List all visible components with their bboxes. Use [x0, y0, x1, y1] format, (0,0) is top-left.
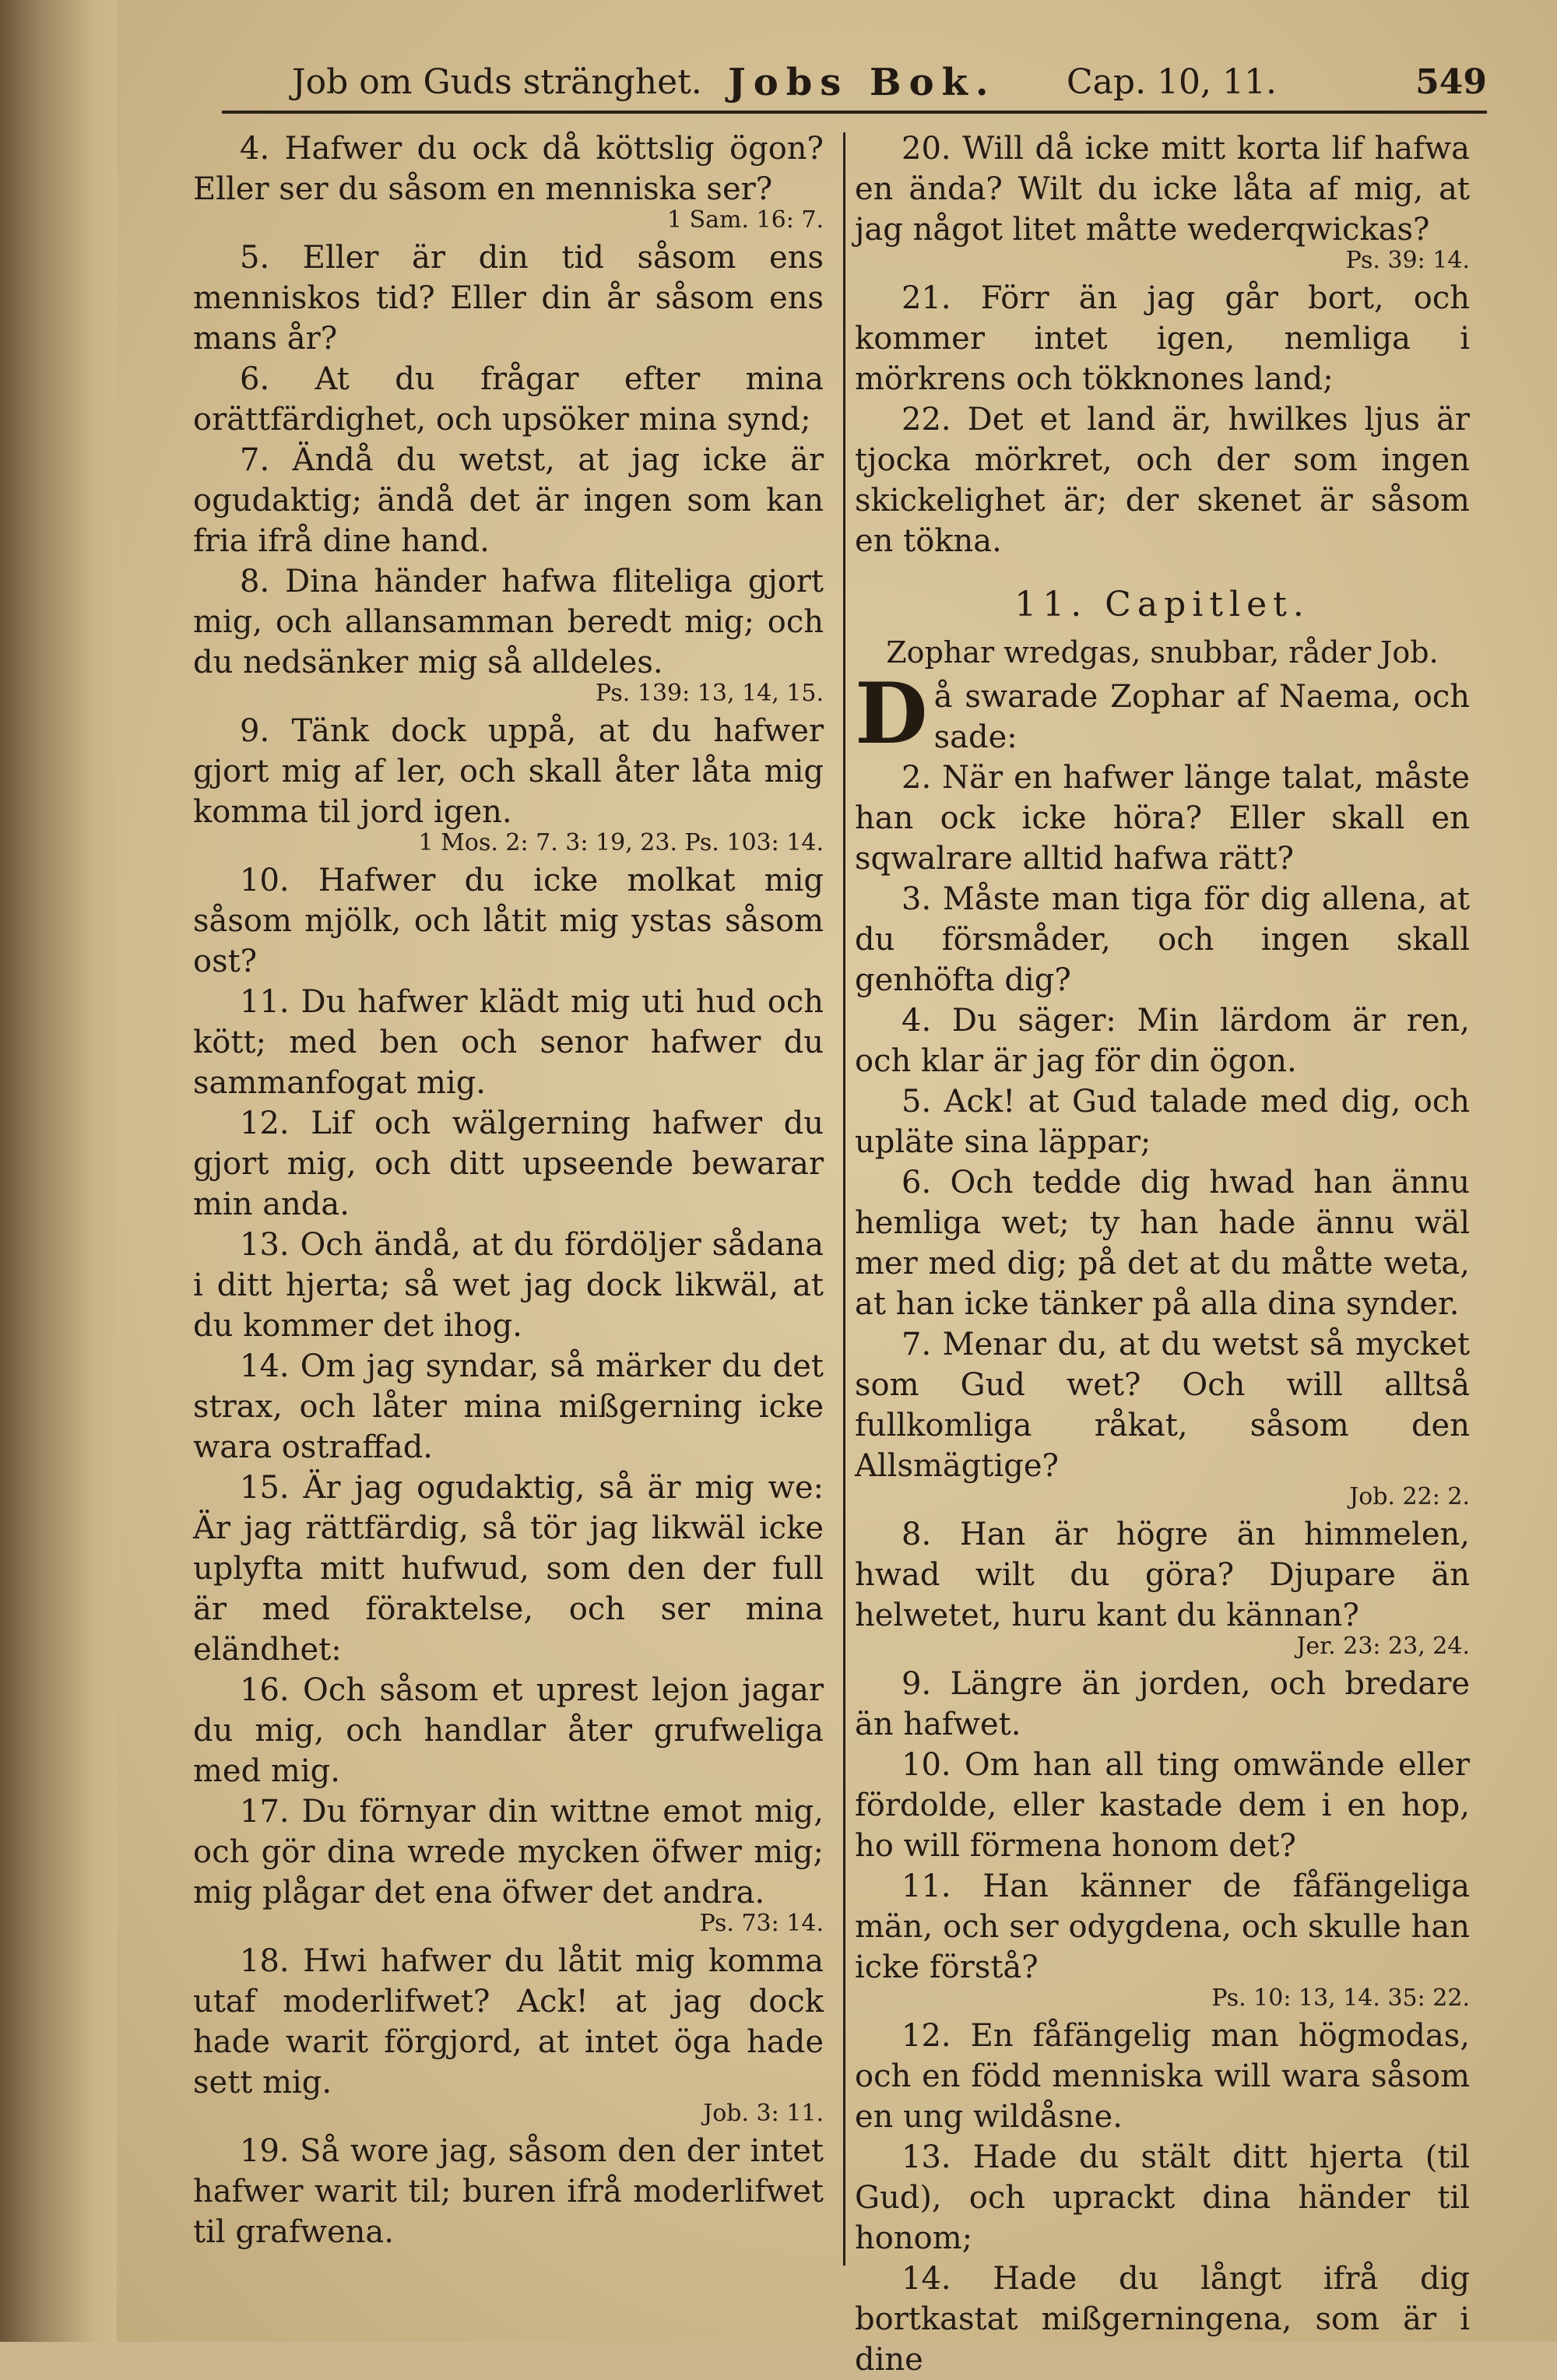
- verse-text: 18. Hwi hafwer du låtit mig komma utaf moderlifwet? Ack! at jag dock hade warit förgjord, at intet öga hade sett mig.: [193, 1943, 824, 2101]
- verse: [193, 561, 824, 709]
- opening-text: å swarade Zophar af Naema, och sade:: [933, 679, 1470, 755]
- cross-reference: Jer. 23: 23, 24.: [1296, 1633, 1470, 1660]
- header-rule: [222, 111, 1487, 114]
- verse: [193, 1791, 824, 1939]
- chapter-11-verses: [855, 758, 1470, 2380]
- verse-text: 22. Det et land är, hwilkes ljus är tjocka mörkret, och der som ingen skickelighet är; der skenet är såsom en tökna.: [855, 402, 1470, 559]
- verse-text: 2. När en hafwer länge talat, måste han ock icke höra? Eller skall en sqwalrare alltid hafwa rätt?: [855, 760, 1470, 877]
- verse: [855, 1745, 1470, 1866]
- cross-reference: Ps. 10: 13, 14. 35: 22.: [1211, 1985, 1470, 2012]
- verse: [855, 758, 1470, 879]
- verse-text: 4. Hafwer du ock då köttslig ögon? Eller ser du såsom en menniska ser?: [193, 131, 824, 207]
- verse-text: 14. Hade du långt ifrå dig bortkastat mißgerningena, som är i dine: [855, 2261, 1470, 2378]
- verse-text: 11. Han känner de fåfängeliga män, och ser odygdena, och skulle han icke förstå?: [855, 1868, 1470, 1985]
- verse-text: 8. Han är högre än himmelen, hwad wilt du göra? Djupare än helwetet, huru kant du kännan?: [855, 1517, 1470, 1633]
- cross-reference: Ps. 39: 14.: [1345, 247, 1470, 274]
- verse: [193, 711, 824, 859]
- verse: [193, 1225, 824, 1346]
- verse-text: 9. Längre än jorden, och bredare än hafwet.: [855, 1666, 1470, 1742]
- verse-text: 12. En fåfängelig man högmodas, och en född menniska will wara såsom en ung wildåsne.: [855, 2018, 1470, 2135]
- verse: [855, 2259, 1470, 2380]
- verse-text: 21. Förr än jag går bort, och kommer intet igen, nemliga i mörkrens och tökknones land;: [855, 280, 1470, 397]
- verse: [855, 1000, 1470, 1081]
- chapter-summary: Zophar wredgas, snubbar, råder Job.: [886, 635, 1439, 670]
- verse-text: 8. Dina händer hafwa fliteliga gjort mig, och allansamman beredt mig; och du nedsänker mig så alldeles.: [193, 564, 824, 680]
- drop-cap: D: [855, 665, 928, 763]
- verse: [193, 128, 824, 236]
- cross-reference: Job. 22: 2.: [1349, 1483, 1470, 1510]
- verse: [855, 2016, 1470, 2137]
- verse: [855, 1162, 1470, 1324]
- verse-text: 13. Hade du stält ditt hjerta (til Gud), och uprackt dina händer til honom;: [855, 2139, 1470, 2256]
- verse-text: 9. Tänk dock uppå, at du hafwer gjort mig af ler, och skall åter låta mig komma til jord igen.: [193, 713, 824, 830]
- verse-text: 6. At du frågar efter mina orättfärdighet, och upsöker mina synd;: [193, 361, 824, 438]
- verse-text: 17. Du förnyar din wittne emot mig, och gör dina wrede mycken öfwer mig; mig plågar det ena öfwer det andra.: [193, 1794, 824, 1911]
- verse: [193, 1103, 824, 1225]
- verse-text: 6. Och tedde dig hwad han ännu hemliga wet; ty han hade ännu wäl mer med dig; på det at du måtte weta, at han icke tänker på alla dina synder.: [855, 1165, 1470, 1322]
- header-topic: Job om Guds stränghet.: [292, 62, 702, 102]
- verse: [193, 860, 824, 982]
- verse-text: 13. Och ändå, at du fördöljer sådana i ditt hjerta; så wet jag dock likwäl, at du kommer det ihog.: [193, 1227, 824, 1344]
- chapter-opening: [855, 665, 1470, 763]
- verse: [855, 1081, 1470, 1162]
- header-chapter: Cap. 10, 11.: [1067, 62, 1277, 102]
- verse: [855, 128, 1470, 276]
- page-number: 549: [1415, 62, 1487, 102]
- verse-text: 5. Eller är din tid såsom ens menniskos tid? Eller din år såsom ens mans år?: [193, 240, 824, 357]
- cross-reference: Ps. 139: 13, 14, 15.: [596, 680, 824, 707]
- chapter-title: 11. Capitlet.: [1014, 585, 1310, 624]
- cross-reference: Job. 3: 11.: [703, 2100, 824, 2127]
- cross-reference: 1 Sam. 16: 7.: [666, 206, 824, 234]
- verse: [193, 2131, 824, 2252]
- column-divider: [843, 132, 845, 2266]
- verse: [855, 1664, 1470, 1745]
- verse-text: 15. Är jag ogudaktig, så är mig we: Är jag rättfärdig, så tör jag likwäl icke uplyfta mitt hufwud, som den der full är med föraktelse, och ser mina eländhet:: [193, 1470, 824, 1668]
- verse-text: 11. Du hafwer klädt mig uti hud och kött; med ben och senor hafwer du sammanfogat mig.: [193, 984, 824, 1101]
- verse: [193, 359, 824, 440]
- header-book-title: Jobs Bok.: [728, 61, 996, 104]
- verse: [855, 2137, 1470, 2259]
- verse: [193, 1346, 824, 1468]
- left-column: [193, 128, 824, 2252]
- verse: [855, 278, 1470, 399]
- chapter-10-verses: [855, 128, 1470, 561]
- verse: [855, 1324, 1470, 1513]
- verse: [193, 1468, 824, 1670]
- cross-reference: Ps. 73: 14.: [699, 1910, 824, 1937]
- cross-reference: 1 Mos. 2: 7. 3: 19, 23. Ps. 103: 14.: [418, 829, 824, 856]
- facing-page-edge: [0, 0, 117, 2342]
- verse-text: 10. Om han all ting omwände eller fördolde, eller kastade dem i en hop, ho will förmena honom det?: [855, 1747, 1470, 1864]
- verse: [855, 399, 1470, 561]
- right-column: [855, 128, 1470, 2380]
- verse-text: 4. Du säger: Min lärdom är ren, och klar är jag för din ögon.: [855, 1003, 1470, 1079]
- verse-text: 20. Will då icke mitt korta lif hafwa en ända? Wilt du icke låta af mig, at jag något litet måtte wederqwickas?: [855, 131, 1470, 248]
- verse-text: 7. Menar du, at du wetst så mycket som Gud wet? Och will alltså fullkomliga råkat, såsom den Allsmägtige?: [855, 1327, 1470, 1484]
- verse-text: 7. Ändå du wetst, at jag icke är ogudaktig; ändå det är ingen som kan fria ifrå dine hand.: [193, 442, 824, 559]
- verse-text: 5. Ack! at Gud talade med dig, och upläte sina läppar;: [855, 1084, 1470, 1160]
- verse: [193, 1941, 824, 2129]
- verse-text: 19. Så wore jag, såsom den der intet hafwer warit til; buren ifrå moderlifwet til grafwena.: [193, 2133, 824, 2250]
- verse-text: 10. Hafwer du icke molkat mig såsom mjölk, och låtit mig ystas såsom ost?: [193, 863, 824, 979]
- verse-text: 3. Måste man tiga för dig allena, at du försmåder, och ingen skall genhöfta dig?: [855, 881, 1470, 998]
- verse: [855, 1866, 1470, 2014]
- verse-text: 14. Om jag syndar, så märker du det strax, och låter mina mißgerning icke wara ostraffad.: [193, 1348, 824, 1465]
- verse: [855, 1514, 1470, 1662]
- verse: [193, 1670, 824, 1791]
- verse: [193, 982, 824, 1103]
- verse-text: 16. Och såsom et uprest lejon jagar du mig, och handlar åter grufweliga med mig.: [193, 1672, 824, 1789]
- running-header: [222, 58, 1487, 113]
- verse: [855, 879, 1470, 1000]
- verse-text: 12. Lif och wälgerning hafwer du gjort mig, och ditt upseende bewarar min anda.: [193, 1106, 824, 1222]
- verse: [193, 440, 824, 561]
- verse: [193, 237, 824, 359]
